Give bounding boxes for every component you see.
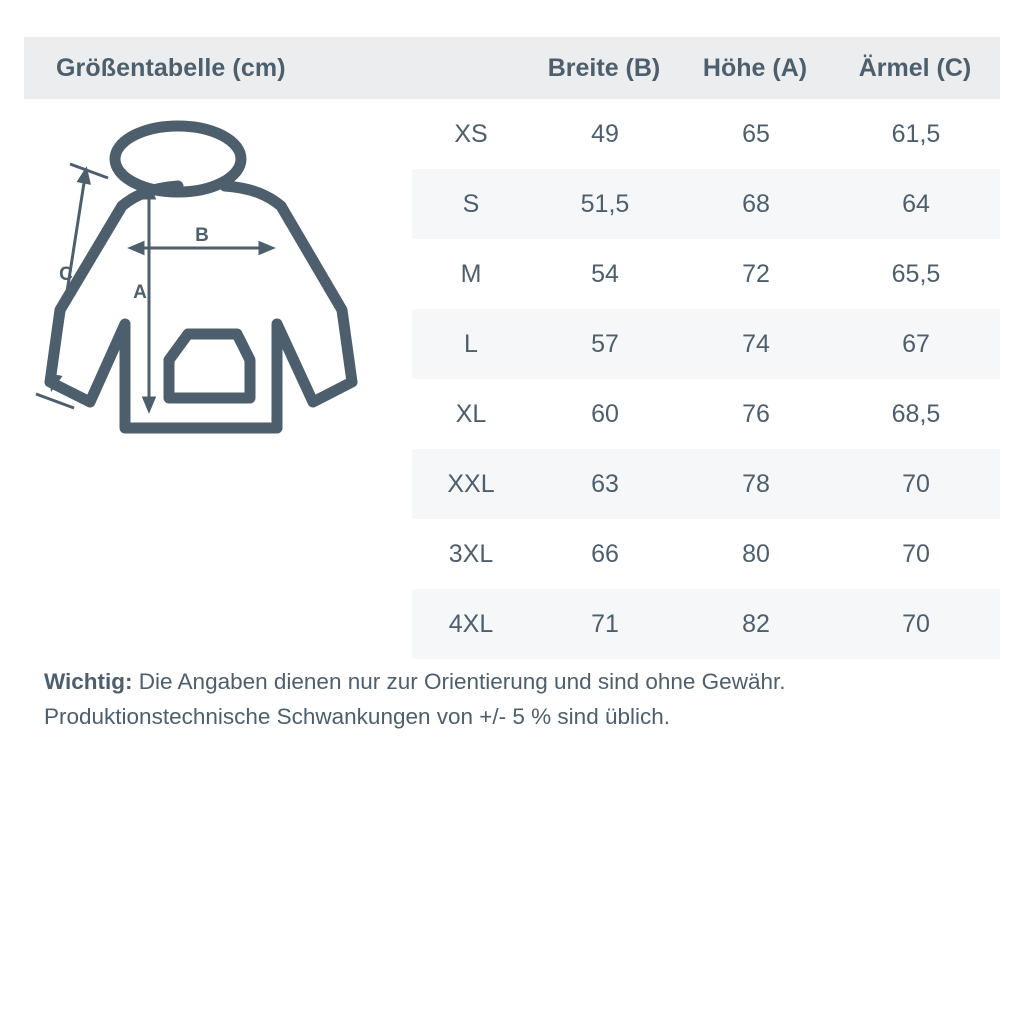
cell-aermel: 64 <box>902 189 930 218</box>
cell-aermel: 65,5 <box>891 259 941 288</box>
size-table-body <box>412 99 1000 659</box>
cell-hoehe: 68 <box>742 189 770 218</box>
cell-aermel: 70 <box>902 539 930 568</box>
table-header-row <box>24 37 1000 99</box>
table-row <box>412 449 1000 519</box>
table-row <box>412 309 1000 379</box>
cell-size: L <box>464 329 478 358</box>
cell-aermel: 68,5 <box>891 399 941 428</box>
column-header-hoehe: Höhe (A) <box>702 53 808 82</box>
footnote-lead: Wichtig: <box>44 669 133 694</box>
footnote-line1: Die Angaben dienen nur zur Orientierung und sind ohne Gewähr. <box>132 669 786 694</box>
cell-size: S <box>462 189 480 218</box>
cell-hoehe: 78 <box>742 469 770 498</box>
cell-hoehe: 82 <box>742 609 770 638</box>
cell-hoehe: 80 <box>742 539 770 568</box>
cell-size: XL <box>455 399 487 428</box>
cell-size: XS <box>454 119 488 148</box>
footnote-line2: Produktionstechnische Schwankungen von +/- 5 % sind üblich. <box>44 704 671 729</box>
cell-aermel: 61,5 <box>891 119 941 148</box>
cell-size: M <box>460 259 482 288</box>
cell-aermel: 70 <box>902 469 930 498</box>
table-row <box>412 519 1000 589</box>
cell-aermel: 70 <box>902 609 930 638</box>
cell-breite: 51,5 <box>580 189 630 218</box>
cell-size: 4XL <box>448 609 494 638</box>
table-row <box>412 169 1000 239</box>
label-b: B <box>195 225 209 246</box>
cell-breite: 66 <box>591 539 619 568</box>
cell-breite: 63 <box>591 469 619 498</box>
cell-breite: 71 <box>591 609 619 638</box>
cell-breite: 57 <box>591 329 619 358</box>
cell-hoehe: 74 <box>742 329 770 358</box>
cell-aermel: 67 <box>902 329 930 358</box>
cell-breite: 54 <box>591 259 619 288</box>
table-row <box>412 239 1000 309</box>
footnote <box>44 664 1004 734</box>
label-c: C <box>59 264 73 285</box>
cell-breite: 49 <box>591 119 619 148</box>
cell-hoehe: 65 <box>742 119 770 148</box>
cell-hoehe: 76 <box>742 399 770 428</box>
cell-breite: 60 <box>591 399 619 428</box>
hoodie-diagram-icon <box>30 110 410 470</box>
page-title: Größentabelle (cm) <box>56 53 286 82</box>
label-a: A <box>133 282 147 303</box>
table-row <box>412 589 1000 659</box>
cell-hoehe: 72 <box>742 259 770 288</box>
table-row <box>412 99 1000 169</box>
cell-size: XXL <box>447 469 495 498</box>
cell-size: 3XL <box>448 539 494 568</box>
column-header-breite: Breite (B) <box>547 53 661 82</box>
column-header-aermel: Ärmel (C) <box>858 53 972 82</box>
table-row <box>412 379 1000 449</box>
